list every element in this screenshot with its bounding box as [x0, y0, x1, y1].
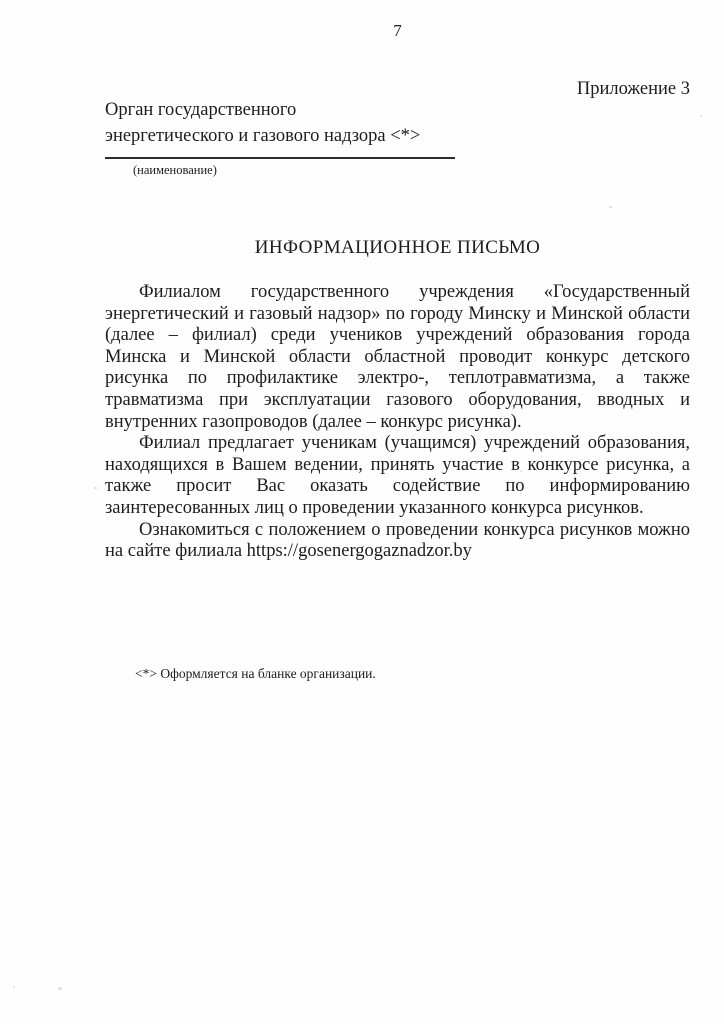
letterhead-line1: Орган государственного: [105, 100, 297, 120]
signature-line: [105, 157, 455, 159]
document-title: ИНФОРМАЦИОННОЕ ПИСЬМО: [254, 237, 541, 258]
signature-line-caption: (наименование): [133, 163, 217, 177]
footnote: <*> Оформляется на бланке организации.: [135, 666, 376, 681]
letter-body: [105, 282, 690, 563]
page-number: 7: [393, 21, 402, 40]
scan-noise-speck: [94, 487, 97, 489]
scan-noise-speck: [609, 206, 612, 208]
letterhead: [105, 97, 690, 149]
paragraph-2: Филиал предлагает ученикам (учащимся) учреждений образования, находящихся в Вашем ведении, принять участие в конкурсе рисунка, а также просит Вас оказать содействие по информированию заинтересованных лиц о проведении указанного конкурса рисунков.: [105, 433, 690, 518]
letterhead-line2: энергетического и газового надзора <*>: [105, 126, 421, 146]
appendix-label: Приложение 3: [576, 79, 690, 99]
paragraph-3: [105, 520, 690, 563]
scan-noise-speck: [700, 115, 702, 117]
site-url: https://gosenergogaznadzor.by: [246, 541, 472, 562]
scan-noise-speck: [58, 987, 62, 990]
paragraph-3-text: Ознакомиться с положением о проведении конкурса рисунков можно на сайте филиала: [105, 519, 690, 562]
paragraph-1: Филиалом государственного учреждения «Государственный энергетический и газовый надзор» по городу Минску и Минской области (далее – филиал) среди учеников учреждений образования города Минска и Минской области областной проводит конкурс детского рисунка по профилактике электро-, теплотравматизма, а также травматизма при эксплуатации газового оборудования, вводных и внутренних газопроводов (далее – конкурс рисунка).: [105, 282, 690, 432]
scan-noise-speck: [13, 986, 15, 988]
